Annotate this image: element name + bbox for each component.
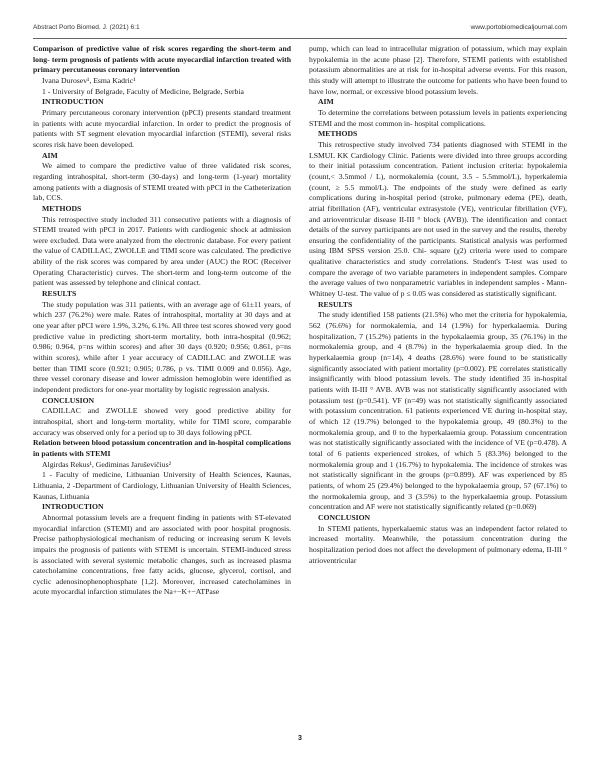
abstract-2-conclusion-heading: CONCLUSION (318, 512, 371, 522)
abstract-2-results-text: The study identified 158 patients (21.5%) who met the criteria for hypokalemia, 562 (76.6%) for normokalemia, and 14 (1.9%) for hyperkalaemia. During hospitalization, 7 (15.2%) patients in the hypokalaemia group, 35 (76.1%) in the normokalemia group, and 4 (8.7%) in the hyperkalaemia group died. In the hyperkalaemia group (n=14), 4 deaths (28.6%) were found to be statistically significantly associated with patient mortality (p=0.002). PE correlates statistically insignificantly with blood potassium levels. The study identified 35 in-hospital patients with II-III ° AVB. AVB was not statistically significantly associated with potassium test (p=0.541). VF (n=49) was not statistically significantly associated with potassium concentration. 61 patients experienced VE during in-hospital stay, of which 12 (19.7%) belonged to the hypokalemia group, 49 (80.3%) to the normokalemia group, and 0 to the hyperkalaemia group. Potassium concentration was not statistically significantly associated with the incidence of VE (p=0.478). A total of 6 patients experienced strokes, of which 5 (83.3%) belonged to the normokalemia group and 1 (16.7%) to hypokalemia. The incidence of strokes was not statistically significant in the groups (p=0.899). AF was experienced by 85 patients, of whom 25 (29.4%) belonged to the hypokalaemia group, 57 (67.1%) to the normokalemia group, and 3 (3.5%) to the hyperkalaemia group. Potassium concentration and AF were not statistically significantly related (p=0.069) (309, 310, 567, 512)
abstract-1-methods-text: This retrospective study included 311 consecutive patients with a diagnosis of STEMI treated with pPCI in 2017. Patients with cardiogenic shock at admission were excluded. Data were analyzed from the electronic database. For every patient the value of CADILLAC, ZWOLLE and TIMI score was calculated. The predictive ability of the risk scores was compared by area under (AUC) the ROC (Receiver Operating Characteristic) curves. The short-term and long-term outcome of the patient was assessed by telephone and clinical contact. (33, 214, 291, 288)
left-column (33, 44, 291, 598)
abstract-2-aim-text: To determine the correlations between potassium levels in patients experiencing STEMI and the most common in- hospital complications. (309, 107, 567, 128)
abstract-1-intro-text: Primary percutaneous coronary intervention (pPCI) presents standard treatment in patients with acute myocardial infarction. In order to predict the prognosis of patients with ST segment elevation myocardial infarction (STEMI), several risks scores risk have been developed. (33, 107, 291, 149)
abstract-2-methods-heading: METHODS (318, 129, 358, 139)
abstract-2-aim-heading: AIM (318, 97, 334, 107)
abstract-1-aim-text: We aimed to compare the predictive value of three validated risk scores, regarding intrahospital, short-term (30-days) and long-term (1-year) mortality among patients with a diagnosis of STEMI treated with pPCI in the Catheterization lab, CCS. (33, 161, 291, 203)
header-rule (33, 38, 567, 39)
abstract-2-intro-heading: INTRODUCTION (42, 502, 104, 512)
abstract-2-authors: Algirdas Rekus¹, Gediminas Jaruševičius² (42, 459, 171, 469)
right-column (309, 44, 567, 566)
page-number: 3 (298, 735, 302, 742)
journal-url[interactable]: www.portobiomedicaljournal.com (470, 24, 567, 31)
abstract-2-intro-text: Abnormal potassium levels are a frequent finding in patients with ST-elevated myocardial infarction (STEMI) and are associated with poor hospital prognosis. Precise pathophysiological mechanism of reducing or increasing serum K levels impairs the prognosis of patients with STEMI is uncertain. STEMI-induced stress is associated with several systemic metabolic changes, such as increased plasma catecholamine concentrations, free fatty acids, glucose, glycerol, cortisol, and cyclic adenosinophenophosphate [1,2]. Moreover, increased catecholamines in acute myocardial infarction stimulates the Na+−K+−ATPase (33, 512, 291, 597)
abstract-1-intro-heading: INTRODUCTION (42, 97, 104, 107)
abstract-2-results-heading: RESULTS (318, 299, 353, 309)
abstract-2-conclusion-text: In STEMI patients, hyperkalaemic status was an independent factor related to increased mortality. Meanwhile, the potassium concentration during the hospitalization period does not affect the development of pulmonary edema, II-III ° atrioventricular (309, 523, 567, 565)
abstract-1-authors: Ivana Durosev¹, Esma Kadric¹ (42, 75, 136, 85)
running-header (33, 24, 567, 36)
abstract-2-title: Relation between blood potassium concentration and in-hospital complications in patients with STEMI (33, 438, 291, 458)
abstract-1-title: Comparison of predictive value of risk scores regarding the short-term and long- term prognosis of patients with acute myocardial infarction treated with primary percutaneous coronary intervention (33, 44, 291, 75)
journal-citation: Abstract Porto Biomed. J. (2021) 6:1 (33, 24, 140, 31)
abstract-2-affiliation: 1 - Faculty of medicine, Lithuanian University of Health Sciences, Kaunas, Lithuania, 2 -Department of Cardiology, Lithuanian University of Health Sciences, Kaunas, Lithuania (33, 470, 291, 501)
abstract-2-methods-text: This retrospective study involved 734 patients diagnosed with STEMI in the LSMUL KK Cardiology Clinic. Patients were divided into three groups according to their initial potassium concentration. Patient inclusion criteria: hypokalemia (count,< 3.5mmol / L), normokalemia (count, 3.5 - 5.5mmol/L), hyperkalemia (count, ≥ 5.5 mmol/L). The endpoints of the study were defined as early complications during in-hospital period (stroke, pulmonary edema (PE), death, atrial fibrillation (AF), ventricular extrasystole (VE), ventricular fibrillation (VF), and atrioventricular disease II-III ° block (AVB)). The identification and contact details of the survey participants are not used in the survey and the results, thereby ensuring the confidentiality of the participants. Statistical analysis was performed using IBM SPSS version 25.0. Chi- square (χ2) criteria were used to compare qualitative characteristics and study correlations. Student's T-test was used to compare the average of two variable parameters in independent samples. Compare the average values of two nonparametric variables in independent samples - Mann-Whitney U-test. The value of p ≤ 0.05 was considered as statistically significant. (309, 139, 567, 299)
abstract-1-affiliation: 1 - University of Belgrade, Faculty of Medicine, Belgrade, Serbia (42, 86, 244, 96)
abstract-1-conclusion-text: CADILLAC and ZWOLLE showed very good predictive ability for intrahospital, short and long-term mortality, while for TIMI score, comparable accuracy was observed only for a period up to 30 days following pPCI. (33, 406, 291, 437)
abstract-1-results-heading: RESULTS (42, 289, 77, 299)
abstract-1-results-text: The study population was 311 patients, with an average age of 61±11 years, of which 237 (76.2%) were male. Rates of intrahospital, mortality at 30 days and at one year after pPCI were 1.9%, 3.2%, 6.1%. All three test scores showed very good predictive value in predicting short-term mortality, both intra-hospital (0.962; 0.986; 0.964, p=ns within scores) and after 30 days (0.920; 0.956; 0.861, p=ns within scores), while after 1 year accuracy of CADILLAC and ZWOLLE was better than TIMI score (0.921; 0.905; 0.786, p vs. TIMI 0.009 and 0.056). Age, three vessel coronary disease and lower admission hemoglobin were identified as independent predictors for one-year mortality by logistic regression analysis. (33, 299, 291, 394)
abstract-1-conclusion-heading: CONCLUSION (42, 395, 95, 405)
abstract-2-intro-continued: pump, which can lead to intracellular migration of potassium, which may explain hypokalemia in the acute phase [2]. Therefore, STEMI patients with established potassium abnormalities are at risk for in-hospital adverse events. For this reason, this study will attempt to illustrate the outcome for patients who have been found to have low, normal, or excessive blood potassium levels. (309, 44, 567, 96)
abstract-1-aim-heading: AIM (42, 150, 58, 160)
abstract-1-methods-heading: METHODS (42, 203, 82, 213)
